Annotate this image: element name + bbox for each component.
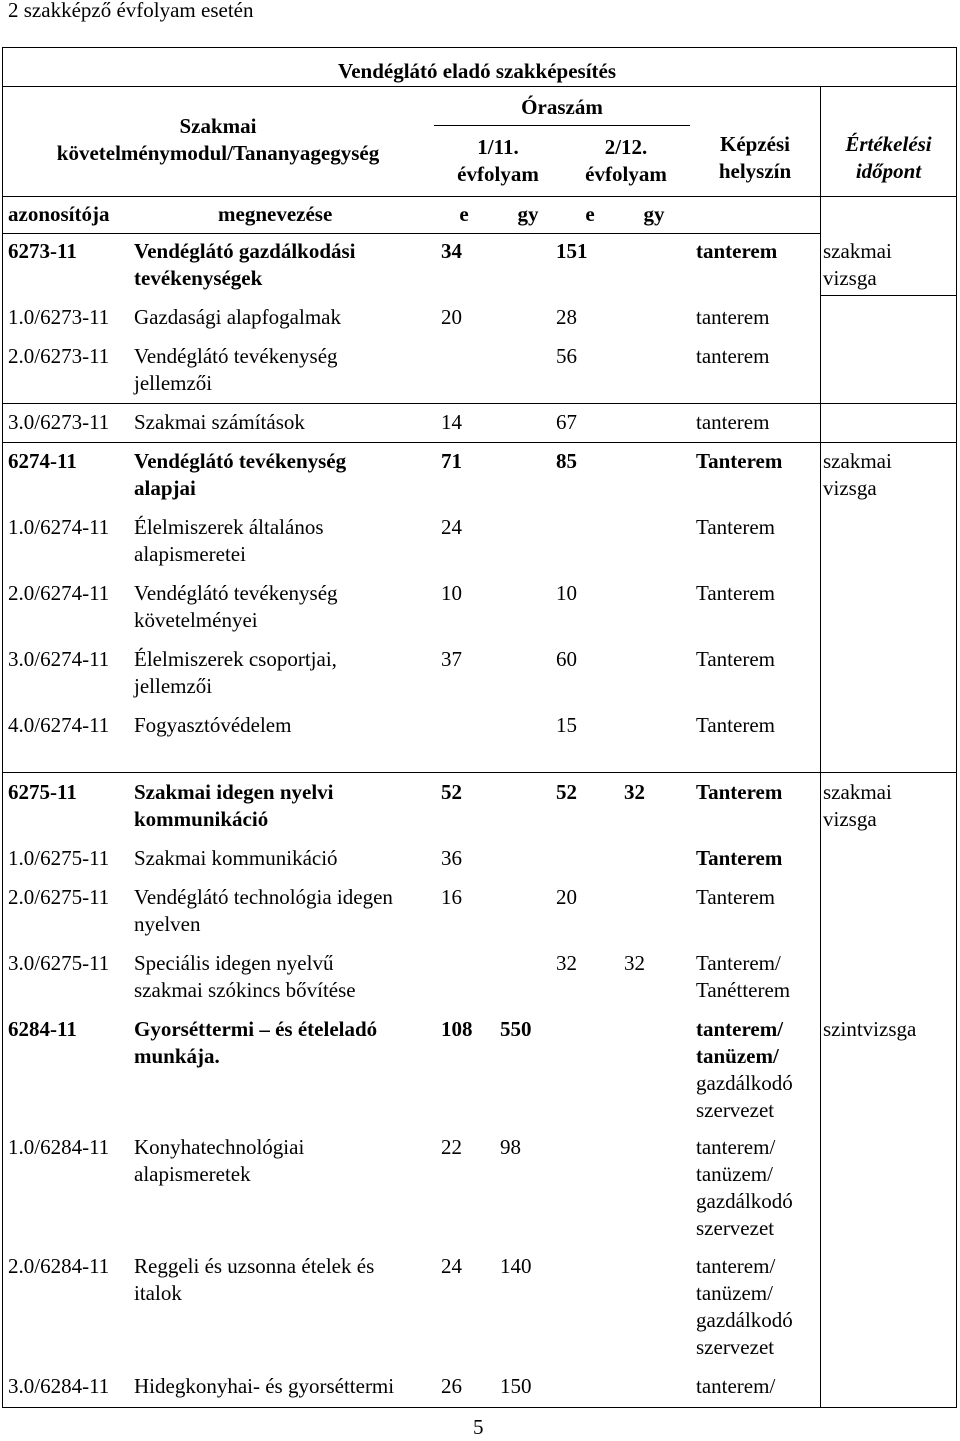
row-place: tanterem: [696, 239, 778, 263]
row-name: alapjai: [134, 476, 196, 500]
row-place: Tanterem: [696, 885, 775, 909]
row-place: tanterem: [696, 305, 770, 329]
row-place: tanterem/: [696, 1135, 776, 1159]
grid-line: [820, 86, 821, 1408]
row-evaluation: vizsga: [823, 266, 877, 290]
row-hours-e1: 14: [441, 410, 462, 434]
row-place: Tanterem/: [696, 951, 781, 975]
row-name: Vendéglátó tevékenység: [134, 344, 338, 368]
row-hours-gy1: 150: [500, 1374, 532, 1398]
row-hours-e1: 24: [441, 1254, 462, 1278]
grid-line: [2, 403, 957, 404]
row-name: Fogyasztóvédelem: [134, 713, 292, 737]
row-hours-e1: 24: [441, 515, 462, 539]
row-name: alapismeretek: [134, 1162, 251, 1186]
row-place: Tanterem: [696, 647, 775, 671]
row-id: 1.0/6275-11: [8, 846, 110, 870]
row-place: gazdálkodó: [696, 1308, 793, 1332]
row-id: 6273-11: [8, 239, 77, 263]
place-header-line1: Képzési: [720, 132, 790, 156]
row-place: tanterem/: [696, 1254, 776, 1278]
page-heading: 2 szakképző évfolyam esetén: [8, 0, 254, 22]
row-hours-e1: 52: [441, 780, 462, 804]
row-id: 1.0/6284-11: [8, 1135, 110, 1159]
row-id: 6274-11: [8, 449, 77, 473]
grid-line: [820, 295, 957, 296]
row-place: tanüzem/: [696, 1044, 779, 1068]
row-id: 2.0/6275-11: [8, 885, 110, 909]
year2-header-line2: évfolyam: [585, 162, 667, 186]
row-id: 3.0/6274-11: [8, 647, 110, 671]
row-hours-e2: 60: [556, 647, 577, 671]
row-name: nyelven: [134, 912, 201, 936]
row-name: Szakmai idegen nyelvi: [134, 780, 334, 804]
row-name: jellemzői: [134, 674, 213, 698]
row-name: Élelmiszerek csoportjai,: [134, 647, 337, 671]
row-place: gazdálkodó: [696, 1071, 793, 1095]
row-hours-e1: 20: [441, 305, 462, 329]
row-place: tanterem: [696, 410, 770, 434]
row-id: 1.0/6273-11: [8, 305, 110, 329]
row-id: 2.0/6274-11: [8, 581, 110, 605]
row-hours-e1: 37: [441, 647, 462, 671]
row-place: szervezet: [696, 1098, 775, 1122]
year2-header-line1: 2/12.: [604, 135, 648, 159]
row-id: 3.0/6275-11: [8, 951, 110, 975]
row-name: tevékenységek: [134, 266, 263, 290]
row-name: Gazdasági alapfogalmak: [134, 305, 341, 329]
name-subheader: megnevezése: [218, 202, 333, 226]
row-id: 6284-11: [8, 1017, 77, 1041]
row-hours-e2: 56: [556, 344, 577, 368]
row-name: jellemzői: [134, 371, 213, 395]
row-hours-gy2: 32: [624, 951, 645, 975]
row-hours-gy1: 98: [500, 1135, 521, 1159]
row-id: 3.0/6273-11: [8, 410, 110, 434]
row-name: Konyhatechnológiai: [134, 1135, 305, 1159]
row-name: munkája.: [134, 1044, 220, 1068]
practice-subheader-year1: gy: [517, 202, 539, 226]
row-hours-e2: 32: [556, 951, 577, 975]
row-hours-e1: 71: [441, 449, 462, 473]
row-place: Tanterem: [696, 713, 775, 737]
row-name: Speciális idegen nyelvű: [134, 951, 334, 975]
row-name: követelményei: [134, 608, 258, 632]
row-id: 1.0/6274-11: [8, 515, 110, 539]
theory-subheader-year2: e: [585, 202, 595, 226]
year1-header-line1: 1/11.: [477, 135, 519, 159]
row-place: tanüzem/: [696, 1281, 773, 1305]
row-name: Élelmiszerek általános: [134, 515, 324, 539]
row-evaluation: szakmai: [823, 780, 892, 804]
row-hours-e2: 85: [556, 449, 577, 473]
row-name: Hidegkonyhai- és gyorséttermi: [134, 1374, 395, 1398]
row-name: Reggeli és uzsonna ételek és: [134, 1254, 375, 1278]
eval-header-line2: időpont: [855, 159, 922, 183]
row-hours-e2: 67: [556, 410, 577, 434]
row-place: szervezet: [696, 1216, 775, 1240]
row-hours-e1: 108: [441, 1017, 473, 1041]
row-place: gazdálkodó: [696, 1189, 793, 1213]
grid-line: [2, 772, 957, 773]
row-name: kommunikáció: [134, 807, 269, 831]
row-name: Szakmai számítások: [134, 410, 305, 434]
row-hours-e1: 36: [441, 846, 462, 870]
row-place: tanterem/: [696, 1017, 784, 1041]
module-column-header-line2: követelménymodul/Tananyagegység: [56, 141, 380, 165]
row-hours-gy2: 32: [624, 780, 645, 804]
row-name: Vendéglátó tevékenység: [134, 581, 338, 605]
row-name: Vendéglátó tevékenység: [134, 449, 347, 473]
grid-line: [2, 196, 957, 197]
page-number: 5: [473, 1415, 484, 1439]
row-place: Tanterem: [696, 780, 783, 804]
row-id: 4.0/6274-11: [8, 713, 110, 737]
row-hours-e2: 151: [556, 239, 588, 263]
row-place: Tanétterem: [696, 978, 791, 1002]
grid-line: [2, 86, 957, 87]
row-name: Szakmai kommunikáció: [134, 846, 338, 870]
row-hours-e1: 26: [441, 1374, 462, 1398]
row-name: Vendéglátó gazdálkodási: [134, 239, 356, 263]
place-header-line2: helyszín: [718, 159, 792, 183]
row-id: 2.0/6284-11: [8, 1254, 110, 1278]
row-name: Gyorséttermi – és ételeladó: [134, 1017, 378, 1041]
row-place: tanterem/: [696, 1374, 776, 1398]
id-subheader: azonosítója: [8, 202, 110, 226]
module-column-header-line1: Szakmai: [179, 114, 257, 138]
row-hours-e1: 22: [441, 1135, 462, 1159]
row-name: italok: [134, 1281, 182, 1305]
row-hours-e1: 34: [441, 239, 462, 263]
row-place: szervezet: [696, 1335, 775, 1359]
row-hours-gy1: 140: [500, 1254, 532, 1278]
row-id: 2.0/6273-11: [8, 344, 110, 368]
row-evaluation: vizsga: [823, 476, 877, 500]
eval-header-line1: Értékelési: [845, 132, 932, 156]
row-id: 6275-11: [8, 780, 77, 804]
hours-header: Óraszám: [521, 95, 603, 119]
row-evaluation: vizsga: [823, 807, 877, 831]
row-name: Vendéglátó technológia idegen: [134, 885, 393, 909]
row-place: Tanterem: [696, 846, 783, 870]
theory-subheader-year1: e: [459, 202, 469, 226]
row-hours-e2: 20: [556, 885, 577, 909]
row-place: Tanterem: [696, 515, 775, 539]
row-name: szakmai szókincs bővítése: [134, 978, 356, 1002]
row-id: 3.0/6284-11: [8, 1374, 110, 1398]
row-hours-e2: 52: [556, 780, 577, 804]
row-hours-e2: 15: [556, 713, 577, 737]
row-hours-e2: 10: [556, 581, 577, 605]
row-hours-e1: 16: [441, 885, 462, 909]
row-name: alapismeretei: [134, 542, 246, 566]
grid-line: [2, 233, 820, 234]
practice-subheader-year2: gy: [643, 202, 665, 226]
grid-line: [434, 125, 690, 126]
row-hours-e2: 28: [556, 305, 577, 329]
row-evaluation: szakmai: [823, 449, 892, 473]
grid-line: [2, 442, 957, 443]
year1-header-line2: évfolyam: [457, 162, 539, 186]
row-place: Tanterem: [696, 581, 775, 605]
row-hours-gy1: 550: [500, 1017, 532, 1041]
row-place: tanüzem/: [696, 1162, 773, 1186]
row-place: tanterem: [696, 344, 770, 368]
qualification-title: Vendéglátó eladó szakképesítés: [337, 59, 617, 83]
row-place: Tanterem: [696, 449, 783, 473]
row-evaluation: szakmai: [823, 239, 892, 263]
row-hours-e1: 10: [441, 581, 462, 605]
row-evaluation: szintvizsga: [823, 1017, 917, 1041]
